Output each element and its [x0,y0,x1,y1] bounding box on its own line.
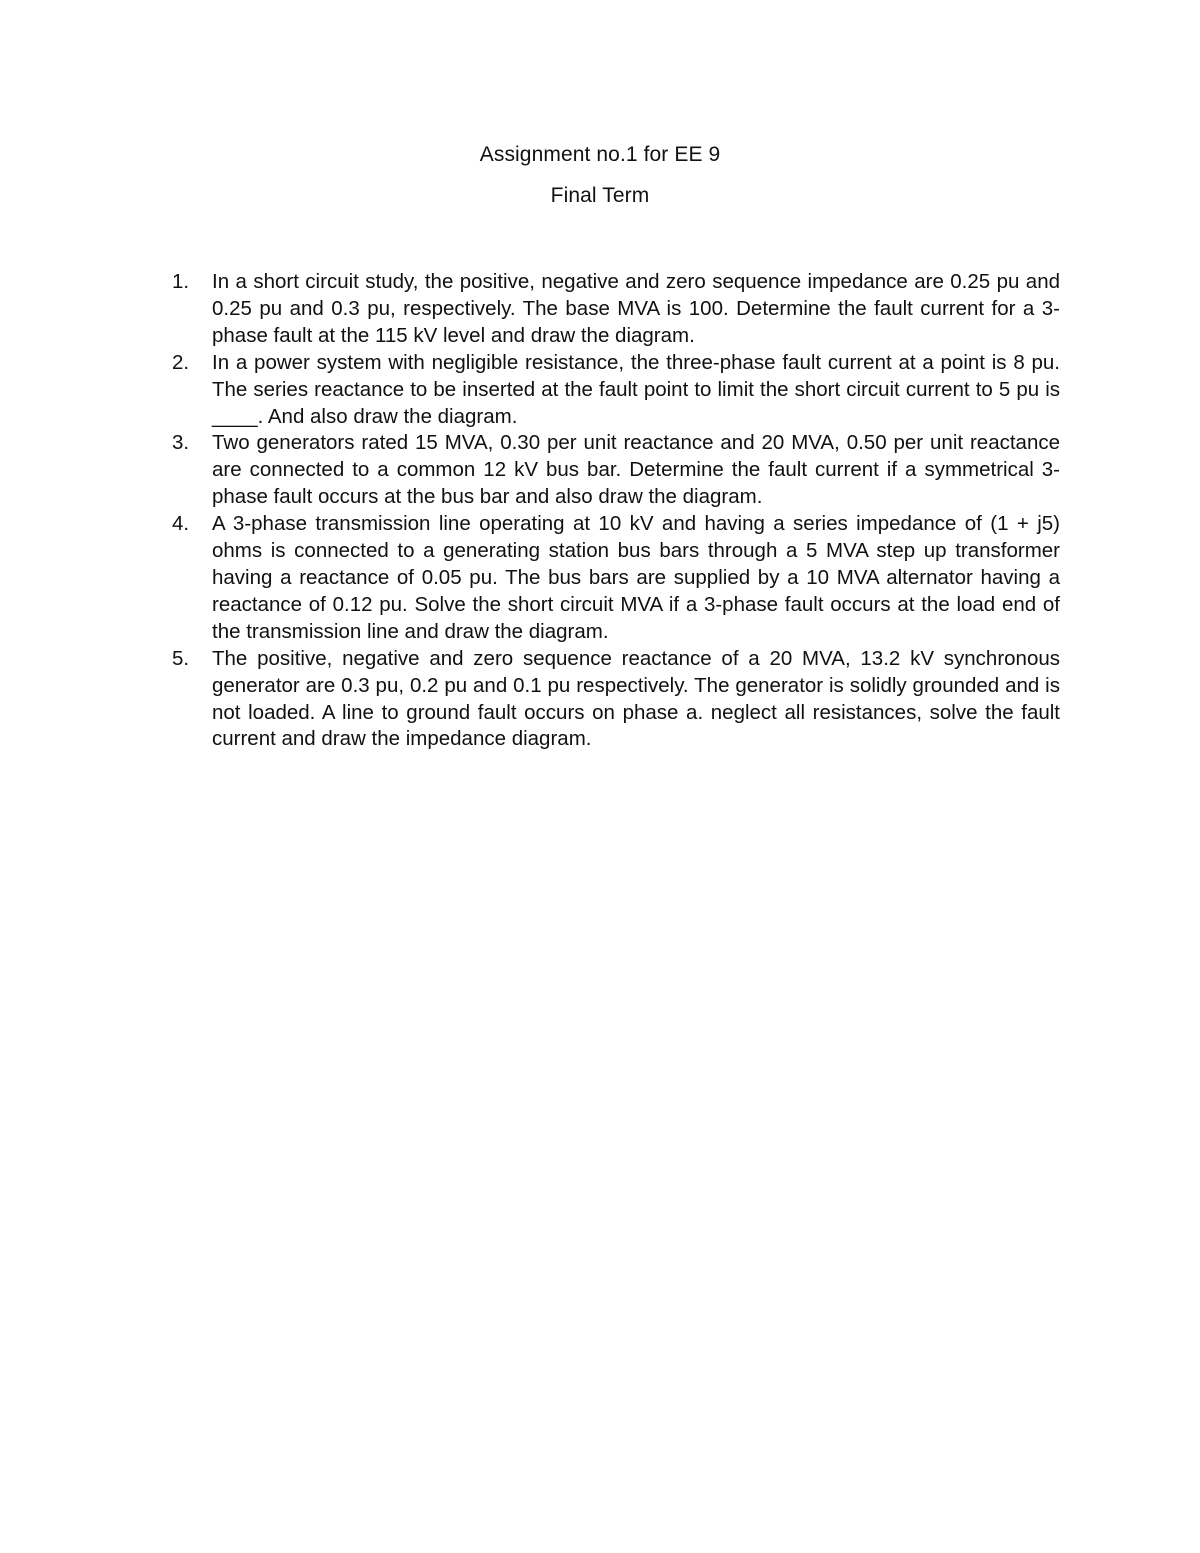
question-text: In a short circuit study, the positive, negative and zero sequence impedance are 0.25 pu and 0.25 pu and 0.3 pu, respectively. The base MVA is 100. Determine the fault current for a 3-phase fault at the 115 kV level and draw the diagram. [212,270,1060,347]
question-list [172,269,1060,753]
question-number: 4. [172,512,190,536]
question-number: 1. [172,270,190,293]
question-item [172,511,1060,646]
document-title: Assignment no.1 for EE 9 [479,143,721,166]
question-item [172,646,1060,754]
question-item [172,269,1060,350]
question-number: 5. [172,646,190,670]
question-item [172,430,1060,511]
document-subtitle: Final Term [550,184,650,207]
question-item [172,350,1060,431]
question-number: 2. [172,350,190,374]
question-text: In a power system with negligible resistance, the three-phase fault current at a point is 8 pu. The series reactance to be inserted at the fault point to limit the short circuit current to 5 pu is ____. And also draw the diagram. [212,350,1060,428]
question-text: A 3-phase transmission line operating at 10 kV and having a series impedance of (1 + j5) ohms is connected to a generating station bus bars through a 5 MVA step up transformer having a reactance of 0.05 pu. The bus bars are supplied by a 10 MVA alternator having a reactance of 0.12 pu. Solve the short circuit MVA if a 3-phase fault occurs at the load end of the transmission line and draw the diagram. [212,512,1060,643]
question-number: 3. [172,431,190,455]
question-text: The positive, negative and zero sequence reactance of a 20 MVA, 13.2 kV synchronous generator are 0.3 pu, 0.2 pu and 0.1 pu respectively. The generator is solidly grounded and is not loaded. A line to ground fault occurs on phase a. neglect all resistances, solve the fault current and draw the impedance diagram. [212,646,1060,751]
question-text: Two generators rated 15 MVA, 0.30 per unit reactance and 20 MVA, 0.50 per unit reactance are connected to a common 12 kV bus bar. Determine the fault current if a symmetrical 3-phase fault occurs at the bus bar and also draw the diagram. [212,431,1060,509]
